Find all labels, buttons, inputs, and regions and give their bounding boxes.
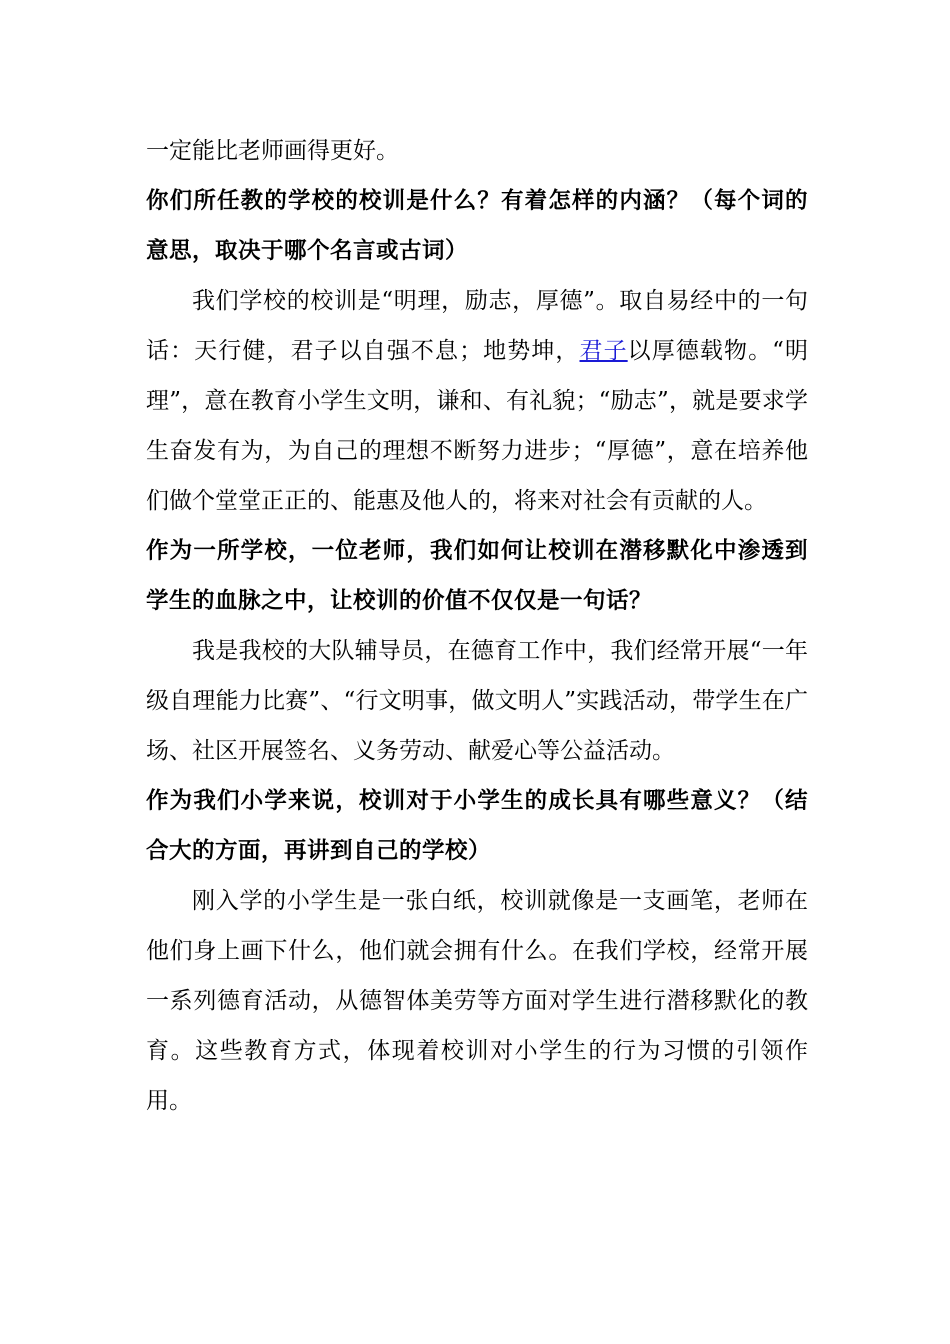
answer-text-after-link: 以厚德载物。“明理”，意在教育小学生文明，谦和、有礼貌；“励志”，就是要求学生奋发有为，为自己的理想不断努力进步；“厚德”，意在培养他们做个堂堂正正的、能惠及他人的，将来对社会有贡献的人。 [146,338,809,514]
question-motto-penetration: 作为一所学校，一位老师，我们如何让校训在潜移默化中渗透到学生的血脉之中，让校训的价值不仅仅是一句话？ [146,538,808,614]
question-motto-significance: 作为我们小学来说，校训对于小学生的成长具有哪些意义？（结合大的方面，再讲到自己的学校） [146,788,808,864]
junzi-link[interactable]: 君子 [579,338,628,364]
answer-motto-penetration: 我是我校的大队辅导员，在德育工作中，我们经常开展“一年级自理能力比赛”、“行文明事，做文明人”实践活动，带学生在广场、社区开展签名、义务劳动、献爱心等公益活动。 [146,638,808,764]
document-page [146,126,808,1126]
question-school-motto: 你们所任教的学校的校训是什么？有着怎样的内涵？（每个词的意思，取决于哪个名言或古词） [146,188,808,264]
answer-school-motto [146,276,808,526]
answer-motto-significance: 刚入学的小学生是一张白纸，校训就像是一支画笔，老师在他们身上画下什么，他们就会拥有什么。在我们学校，经常开展一系列德育活动，从德智体美劳等方面对学生进行潜移默化的教育。这些教育方式，体现着校训对小学生的行为习惯的引领作用。 [146,888,808,1114]
continuation-paragraph: 一定能比老师画得更好。 [146,138,399,164]
answer-text-before-link: 我们学校的校训是“明理，励志，厚德”。取自易经中的一句话：天行健，君子以自强不息；地势坤， [146,288,808,364]
